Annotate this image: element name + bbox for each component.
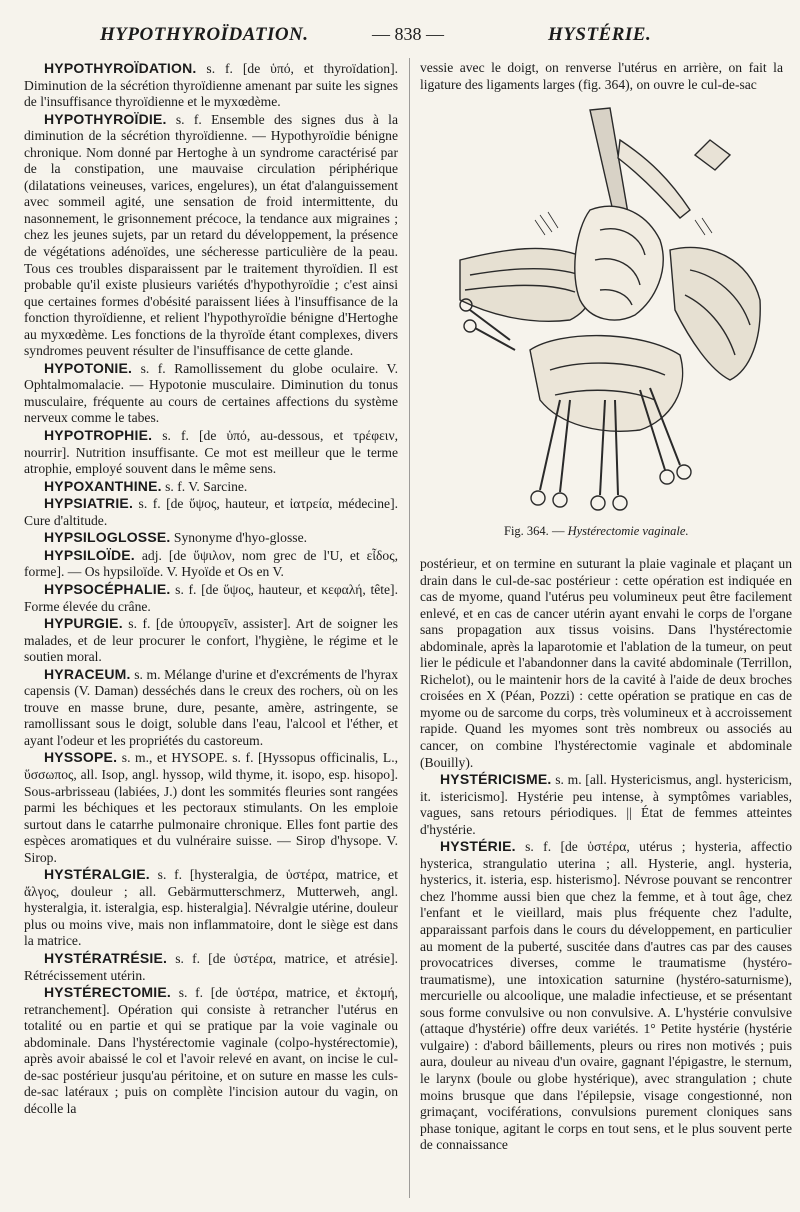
dictionary-entry	[24, 749, 398, 866]
entry-body: s. f. [hysteralgia, de ὑστέρα, matrice, et ἄλγος, douleur ; all. Gebärmutterschmerz, Mutterweh, angl. hysteralgia, it. isteralgia, esp. histeralgia]. Névralgie utérine, douleur plus ou moins vive, mais non inflammatoire, dont le siège est dans la matrice.	[24, 867, 398, 949]
page-number: — 838 —	[372, 24, 444, 44]
left-column	[24, 60, 398, 1117]
entry-body: s. f. [de ὕψος, hauteur, et ἰατρεία, médecine]. Cure d'altitude.	[24, 496, 398, 528]
entry-headword: HYPSILOÏDE.	[44, 546, 135, 563]
entry-body: s. f. [de ὑστέρα, matrice, et ἐκτομή, retranchement]. Opération qui consiste à retrancher l'utérus en totalité ou en partie et qui se pratique par la voie vaginale ou abdominale. Dans l'hystérectomie vaginale (colpo-hystérectomie), après avoir abaissé le col et l'avoir relevé en avant, on incise le cul-de-sac postérieur jusqu'au péritoine, et on suture en masse les culs-de-sac latéraux ; puis on complète l'incision autour du vagin, on décolle la	[24, 985, 398, 1116]
entry-body: s. f. [de ὑπουργεῖν, assister]. Art de soigner les malades, et de leur procurer le confort, l'hygiène, le régime et le soutien moral.	[24, 616, 398, 665]
running-head-right: HYSTÉRIE.	[548, 24, 652, 45]
entry-headword: HYPSIATRIE.	[44, 495, 134, 512]
entry-headword: HYPOTROPHIE.	[44, 427, 153, 444]
entry-body: s. f. Ramollissement du globe oculaire. V. Ophtalmomalacie. — Hypotonie musculaire. Diminution du tonus musculaire, fréquente au cours de certaines affections du système nerveux comme le tabes.	[24, 360, 398, 426]
right-column-bottom	[420, 556, 792, 1154]
dictionary-entry	[24, 111, 398, 360]
dictionary-entry	[24, 984, 398, 1117]
dictionary-entry	[24, 950, 398, 984]
entry-body: s. f. [de ὕψος, hauteur, et κεφαλή, tête]. Forme élevée du crâne.	[24, 581, 398, 614]
entry-headword: HYPOTHYROÏDIE.	[44, 110, 167, 127]
dictionary-entry	[24, 581, 398, 615]
dictionary-entry	[420, 771, 792, 838]
entry-headword: HYPOXANTHINE.	[44, 477, 162, 494]
entry-body: s. f. V. Sarcine.	[161, 478, 248, 494]
dictionary-entry	[24, 666, 398, 750]
entry-headword: HYRACEUM.	[44, 665, 131, 682]
entry-headword: HYSTÉRATRÉSIE.	[44, 949, 168, 966]
entry-headword: HYSSOPE.	[44, 749, 118, 766]
entry-headword: HYSTÉRICISME.	[440, 771, 552, 788]
continued-text: postérieur, et on termine en suturant la plaie vaginale et plaçant un drain dans le cul-de-sac postérieur : cette opération est indiquée en cas de myome, quand l'utérus peu volumineux peut être facilement enlevé, et en cas de cancer utérin ayant envahi le corps de l'organe sans propagation aux tissus voisins. Dans l'hystérectomie abdominale, après la laparotomie et l'ablation de la tumeur, on peut lier le pédicule et l'abandonner dans la cavité abdominale (Terrillon, Richelot), ou le maintenir hors de la cavité à l'aide de deux broches croisées en X (Péan, Pozzi) : cette opération se pratique en cas de myome ou de sarcome du corps, très volumineux et à accroissement rapide. Quand les myomes sont très nombreux ou associés au cancer, on combine l'hystérectomie vaginale et abdominale (Bouilly).	[420, 556, 792, 770]
dictionary-entry	[420, 838, 792, 1153]
entry-headword: HYPOTONIE.	[44, 359, 133, 376]
entry-body: s. m. Mélange d'urine et d'excréments de l'hyrax capensis (V. Daman) desséchés dans le creux des rochers, où on les trouve en masse brune, dure, pesante, amère, astringente, se ramollissant sous le doigt, soluble dans l'eau, l'alcool et l'éther, et ayant l'odeur et les propriétés du castoreum.	[24, 666, 398, 748]
entry-headword: HYSTÉRECTOMIE.	[44, 984, 172, 1001]
right-column-top	[420, 60, 783, 93]
dictionary-entry	[24, 547, 398, 581]
figure-number: Fig. 364.	[504, 524, 549, 538]
entry-body: s. f. [de ὑπό, et thyroïdation]. Diminution de la sécrétion thyroïdienne amenant par suite les signes de l'insuffisance thyroïdienne et le myxœdème.	[24, 61, 398, 110]
dictionary-entry	[24, 529, 398, 547]
entry-body: s. f. Ensemble des signes dus à la diminution de la sécrétion thyroïdienne. — Hypothyroïdie bénigne chronique. Nom donné par Hertoghe à un syndrome caractérisé par de la constipation, une mauvaise circulation périphérique (dilatations veineuses, varices, engelures), un état d'alanguissement avec sommeil agité, une sensation de froid intermittente, du nasonnement, le grisonnement précoce, la tendance aux migraines ; chez les jeunes sujets, par un retard du développement, la présence de végétations adénoïdes, une sécheresse particulière de la peau. Tous ces troubles disparaissent par le traitement thyroïdien. Il est probable qu'il existe plusieurs variétés d'hypothyroïdie ; c'est ainsi que certaines formes d'obésité paraissent liées à l'insuffisance de la fonction thyroïdienne, et relient l'hypothyroïdie bénigne d'Hertoghe au myxœdème. Les fonctions de la thyroïde étant complexes, divers syndromes peuvent résulter de l'insuffisance de cette glande.	[24, 111, 398, 359]
dictionary-entry	[24, 478, 398, 496]
entry-body: s. f. [de ὑστέρα, matrice, et atrésie]. Rétrécissement utérin.	[24, 950, 398, 983]
running-head-left: HYPOTHYROÏDATION.	[100, 24, 309, 45]
dictionary-entry	[24, 427, 398, 478]
entry-body: s. f. [de ὑστέρα, utérus ; hysteria, affectio hysterica, strangulatio uterina ; all. Hysterie, angl. hysteria, hysterics, it. isteria, esp. histerismo]. Névrose pouvant se rencontrer chez l'homme aussi bien que chez la femme, et à tout âge, chez l'enfant et le vieillard, mais plus fréquente chez l'adulte, apparaissant parfois dans le cours du développement, en particulier au moment de la puberté, suscitée dans d'autres cas par des causes provocatrices diverses, comme le traumatisme (hystéro-traumatisme), une intoxication saturnine (hystéro-saturnisme), mercurielle ou alcoolique, une maladie infectieuse, et se présentant sous forme convulsive ou non convulsive. A. L'hystérie convulsive (attaque d'hystérie) offre deux variétés. 1° Petite hystérie (hystérie vulgaire) : d'abord bâillements, pleurs ou rires non motivés ; puis aura, douleur au niveau d'un ovaire, gagnant l'épigastre, le sternum, le larynx (boule ou globe hystérique), avec strangulation ; chute moins brusque que dans l'épilepsie, visage congestionné, non grimaçant, vociférations, convulsions purement cloniques sans phase tonique, agitant le corps en tout sens, et le plus souvent perte de connaissance	[420, 839, 792, 1153]
entry-body: s. f. [de ὑπό, au-dessous, et τρέφειν, nourrir]. Nutrition insuffisante. Ce mot est meilleur que le terme atrophie, employé souvent dans le même sens.	[24, 428, 398, 477]
continued-text: vessie avec le doigt, on renverse l'utérus en arrière, on fait la ligature des ligaments larges (fig. 364), on ouvre le cul-de-sac	[420, 60, 783, 92]
dictionary-entry	[24, 360, 398, 427]
entry-body: Synonyme d'hyo-glosse.	[170, 530, 307, 546]
entry-headword: HYPSOCÉPHALIE.	[44, 580, 171, 597]
column-divider	[409, 58, 410, 1198]
dictionary-entry	[24, 866, 398, 950]
figure-caption: Fig. 364. — Hystérectomie vaginale.	[504, 524, 689, 538]
entry-headword: HYPURGIE.	[44, 615, 123, 632]
dictionary-entry	[24, 495, 398, 529]
entry-body: adj. [de ὕψιλον, nom grec de l'U, et εἶδος, forme]. — Os hypsiloïde. V. Hyoïde et Os en V.	[24, 547, 398, 580]
figure-title: Hystérectomie vaginale.	[567, 524, 689, 538]
entry-body: s. m., et HYSOPE. s. f. [Hyssopus officinalis, L., ὕσσωπος, all. Isop, angl. hyssop, wild thyme, it. isopo, esp. hisopo]. Sous-arbrisseau (labiées, J.) dont les sommités fleuries sont rangées parmi les béchiques et les pectoraux stimulants. On les emploie surtout dans le catarrhe pulmonaire chronique. Elles font partie des espèces aromatiques et du vulnéraire suisse. — Sirop d'hysope. V. Sirop.	[24, 750, 398, 865]
entry-headword: HYSTÉRALGIE.	[44, 866, 150, 883]
entry-headword: HYPOTHYROÏDATION.	[44, 60, 197, 76]
dictionary-entry	[24, 615, 398, 666]
dictionary-entry	[24, 60, 398, 111]
entry-headword: HYSTÉRIE.	[440, 838, 516, 855]
entry-headword: HYPSILOGLOSSE.	[44, 529, 171, 546]
page-header	[0, 24, 800, 48]
surgical-illustration	[440, 100, 770, 520]
entry-body: s. m. [all. Hystericismus, angl. hystericism, it. istericismo]. Hystérie peu intense, à symptômes variables, vagues, sans retours périodiques. || État de femmes atteintes d'hystérie.	[420, 772, 792, 837]
